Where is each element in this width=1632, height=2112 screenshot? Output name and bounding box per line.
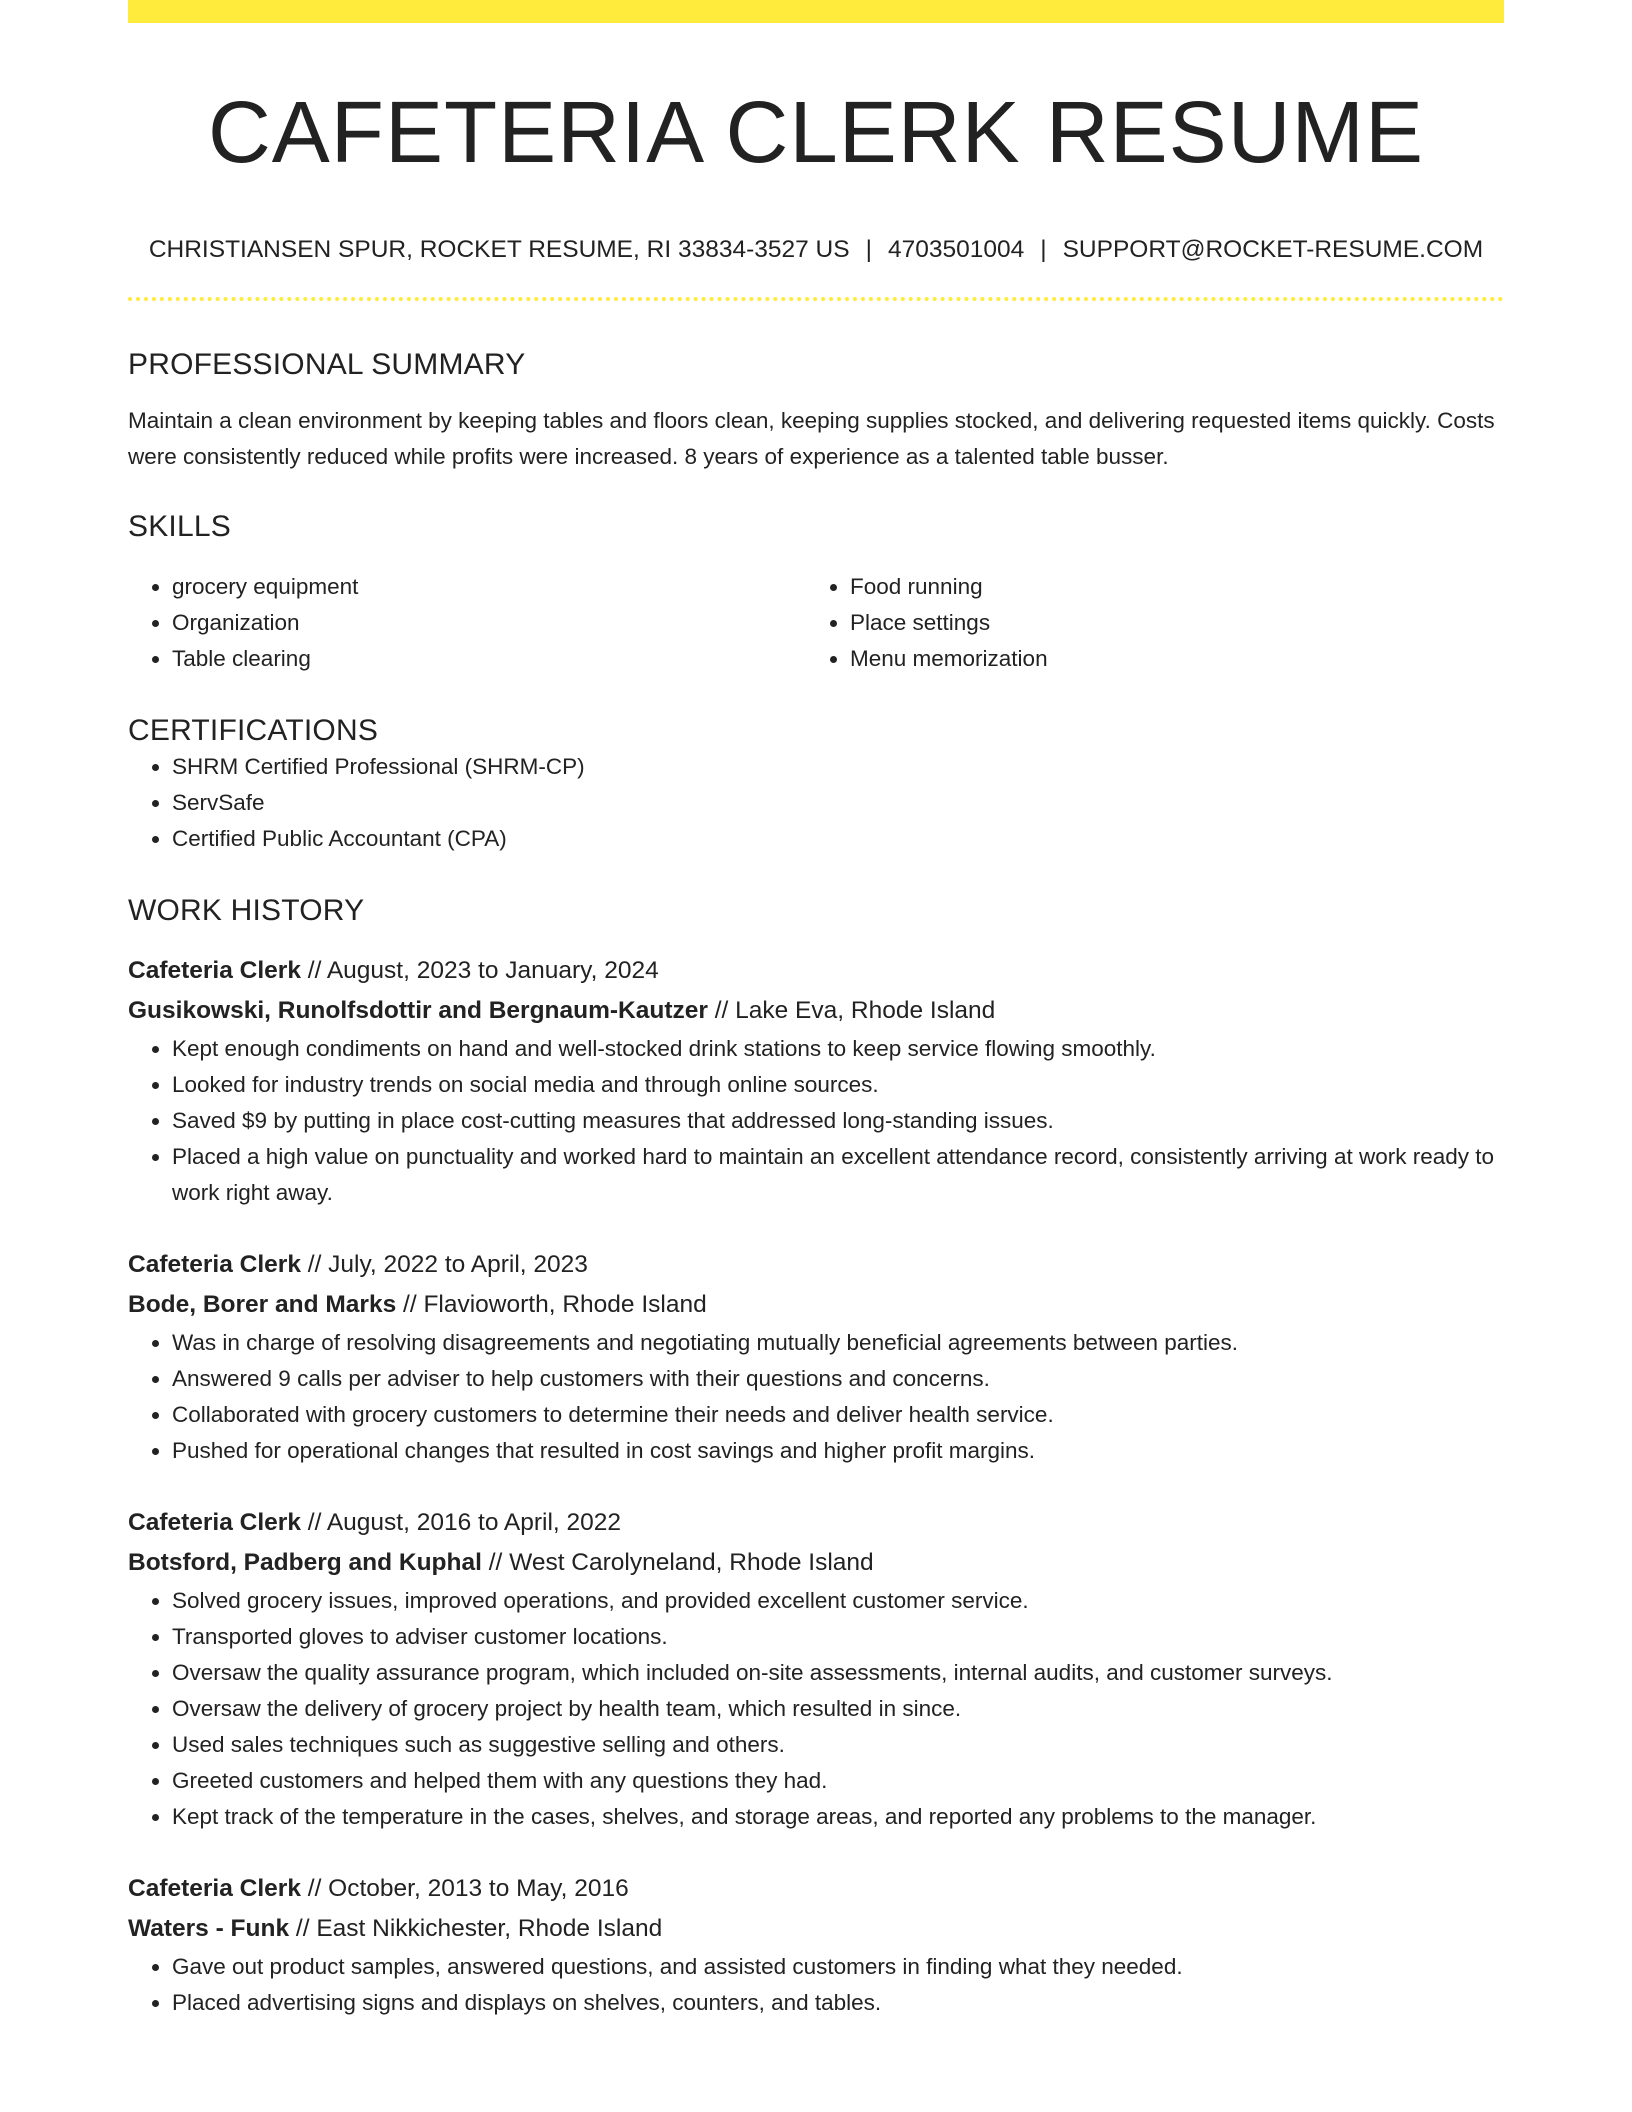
job-company-line xyxy=(128,991,1504,1031)
contact-separator: | xyxy=(1040,236,1047,264)
job-title: Cafeteria Clerk xyxy=(128,1874,301,1902)
job-location: // Lake Eva, Rhode Island xyxy=(714,996,996,1024)
skills-column-right xyxy=(806,569,1484,677)
job-entry xyxy=(128,1503,1504,1835)
skills-grid xyxy=(128,569,1504,677)
summary-text: Maintain a clean environment by keeping tables and floors clean, keeping supplies stocked, and delivering requested items quickly. Costs were consistently reduced while profits were increased. 8 years of experience as a talented table busser. xyxy=(128,407,1495,469)
job-bullet: • Placed a high value on punctuality and worked hard to maintain an excellent attendance record, consistently arriving at work ready to work right away. xyxy=(172,1139,1504,1211)
certification-item: • Certified Public Accountant (CPA) xyxy=(172,821,1504,857)
job-bullet: • Oversaw the delivery of grocery project by health team, which resulted in since. xyxy=(172,1691,1504,1727)
job-bullet: • Collaborated with grocery customers to determine their needs and deliver health service. xyxy=(172,1397,1504,1433)
skills-heading: SKILLS xyxy=(128,509,231,543)
job-dates: // August, 2016 to April, 2022 xyxy=(307,1508,622,1536)
top-accent-bar xyxy=(128,0,1504,23)
resume-page xyxy=(128,0,1504,2021)
job-bullets xyxy=(128,1949,1504,2021)
job-bullet: • Used sales techniques such as suggestive selling and others. xyxy=(172,1727,1504,1763)
skill-item: • Table clearing xyxy=(172,641,806,677)
certifications-list xyxy=(128,749,1504,857)
contact-info xyxy=(128,235,1504,264)
job-dates: // July, 2022 to April, 2023 xyxy=(307,1250,588,1278)
job-company: Waters - Funk xyxy=(128,1914,290,1942)
job-bullet: • Oversaw the quality assurance program, which included on-site assessments, internal audits, and customer surveys. xyxy=(172,1655,1504,1691)
summary-heading: PROFESSIONAL SUMMARY xyxy=(128,347,526,381)
job-bullets xyxy=(128,1325,1504,1469)
job-location: // Flavioworth, Rhode Island xyxy=(403,1290,707,1318)
job-bullet: • Pushed for operational changes that resulted in cost savings and higher profit margins. xyxy=(172,1433,1504,1469)
job-bullet: • Gave out product samples, answered questions, and assisted customers in finding what they needed. xyxy=(172,1949,1504,1985)
work-history-heading: WORK HISTORY xyxy=(128,893,365,927)
job-bullet: • Kept track of the temperature in the cases, shelves, and storage areas, and reported any problems to the manager. xyxy=(172,1799,1504,1835)
job-title-line xyxy=(128,1245,1504,1285)
job-title-line xyxy=(128,1869,1504,1909)
dotted-divider xyxy=(128,297,1504,301)
skill-item: • Menu memorization xyxy=(850,641,1484,677)
job-company-line xyxy=(128,1909,1504,1949)
contact-separator: | xyxy=(865,236,872,264)
contact-phone: 4703501004 xyxy=(887,236,1025,264)
skill-item: • grocery equipment xyxy=(172,569,806,605)
job-bullets xyxy=(128,1031,1504,1211)
job-title: Cafeteria Clerk xyxy=(128,1250,301,1278)
job-company-line xyxy=(128,1285,1504,1325)
job-entry xyxy=(128,951,1504,1211)
certifications-heading: CERTIFICATIONS xyxy=(128,713,379,747)
job-bullet: • Transported gloves to adviser customer locations. xyxy=(172,1619,1504,1655)
resume-title: CAFETERIA CLERK RESUME xyxy=(207,84,1425,181)
job-entry xyxy=(128,1245,1504,1469)
job-bullet: • Greeted customers and helped them with any questions they had. xyxy=(172,1763,1504,1799)
certification-item: • ServSafe xyxy=(172,785,1504,821)
job-company: Gusikowski, Runolfsdottir and Bergnaum-Kautzer xyxy=(128,996,708,1024)
certification-item: • SHRM Certified Professional (SHRM-CP) xyxy=(172,749,1504,785)
job-title: Cafeteria Clerk xyxy=(128,1508,301,1536)
job-title-line xyxy=(128,951,1504,991)
job-entry xyxy=(128,1869,1504,2021)
job-bullet: • Looked for industry trends on social media and through online sources. xyxy=(172,1067,1504,1103)
job-location: // West Carolyneland, Rhode Island xyxy=(488,1548,874,1576)
contact-email: SUPPORT@ROCKET-RESUME.COM xyxy=(1062,236,1484,264)
job-dates: // October, 2013 to May, 2016 xyxy=(307,1874,629,1902)
job-title: Cafeteria Clerk xyxy=(128,956,301,984)
job-bullet: • Kept enough condiments on hand and well-stocked drink stations to keep service flowing smoothly. xyxy=(172,1031,1504,1067)
skill-item: • Organization xyxy=(172,605,806,641)
contact-address: CHRISTIANSEN SPUR, ROCKET RESUME, RI 33834-3527 US xyxy=(148,236,850,264)
job-dates: // August, 2023 to January, 2024 xyxy=(307,956,659,984)
job-bullet: • Placed advertising signs and displays on shelves, counters, and tables. xyxy=(172,1985,1504,2021)
job-bullets xyxy=(128,1583,1504,1835)
job-bullet: • Answered 9 calls per adviser to help customers with their questions and concerns. xyxy=(172,1361,1504,1397)
skill-item: • Food running xyxy=(850,569,1484,605)
job-company: Botsford, Padberg and Kuphal xyxy=(128,1548,482,1576)
job-bullet: • Solved grocery issues, improved operations, and provided excellent customer service. xyxy=(172,1583,1504,1619)
job-title-line xyxy=(128,1503,1504,1543)
skill-item: • Place settings xyxy=(850,605,1484,641)
job-location: // East Nikkichester, Rhode Island xyxy=(295,1914,663,1942)
skills-column-left xyxy=(128,569,806,677)
job-company-line xyxy=(128,1543,1504,1583)
job-bullet: • Was in charge of resolving disagreements and negotiating mutually beneficial agreements between parties. xyxy=(172,1325,1504,1361)
job-company: Bode, Borer and Marks xyxy=(128,1290,397,1318)
job-bullet: • Saved $9 by putting in place cost-cutting measures that addressed long-standing issues. xyxy=(172,1103,1504,1139)
